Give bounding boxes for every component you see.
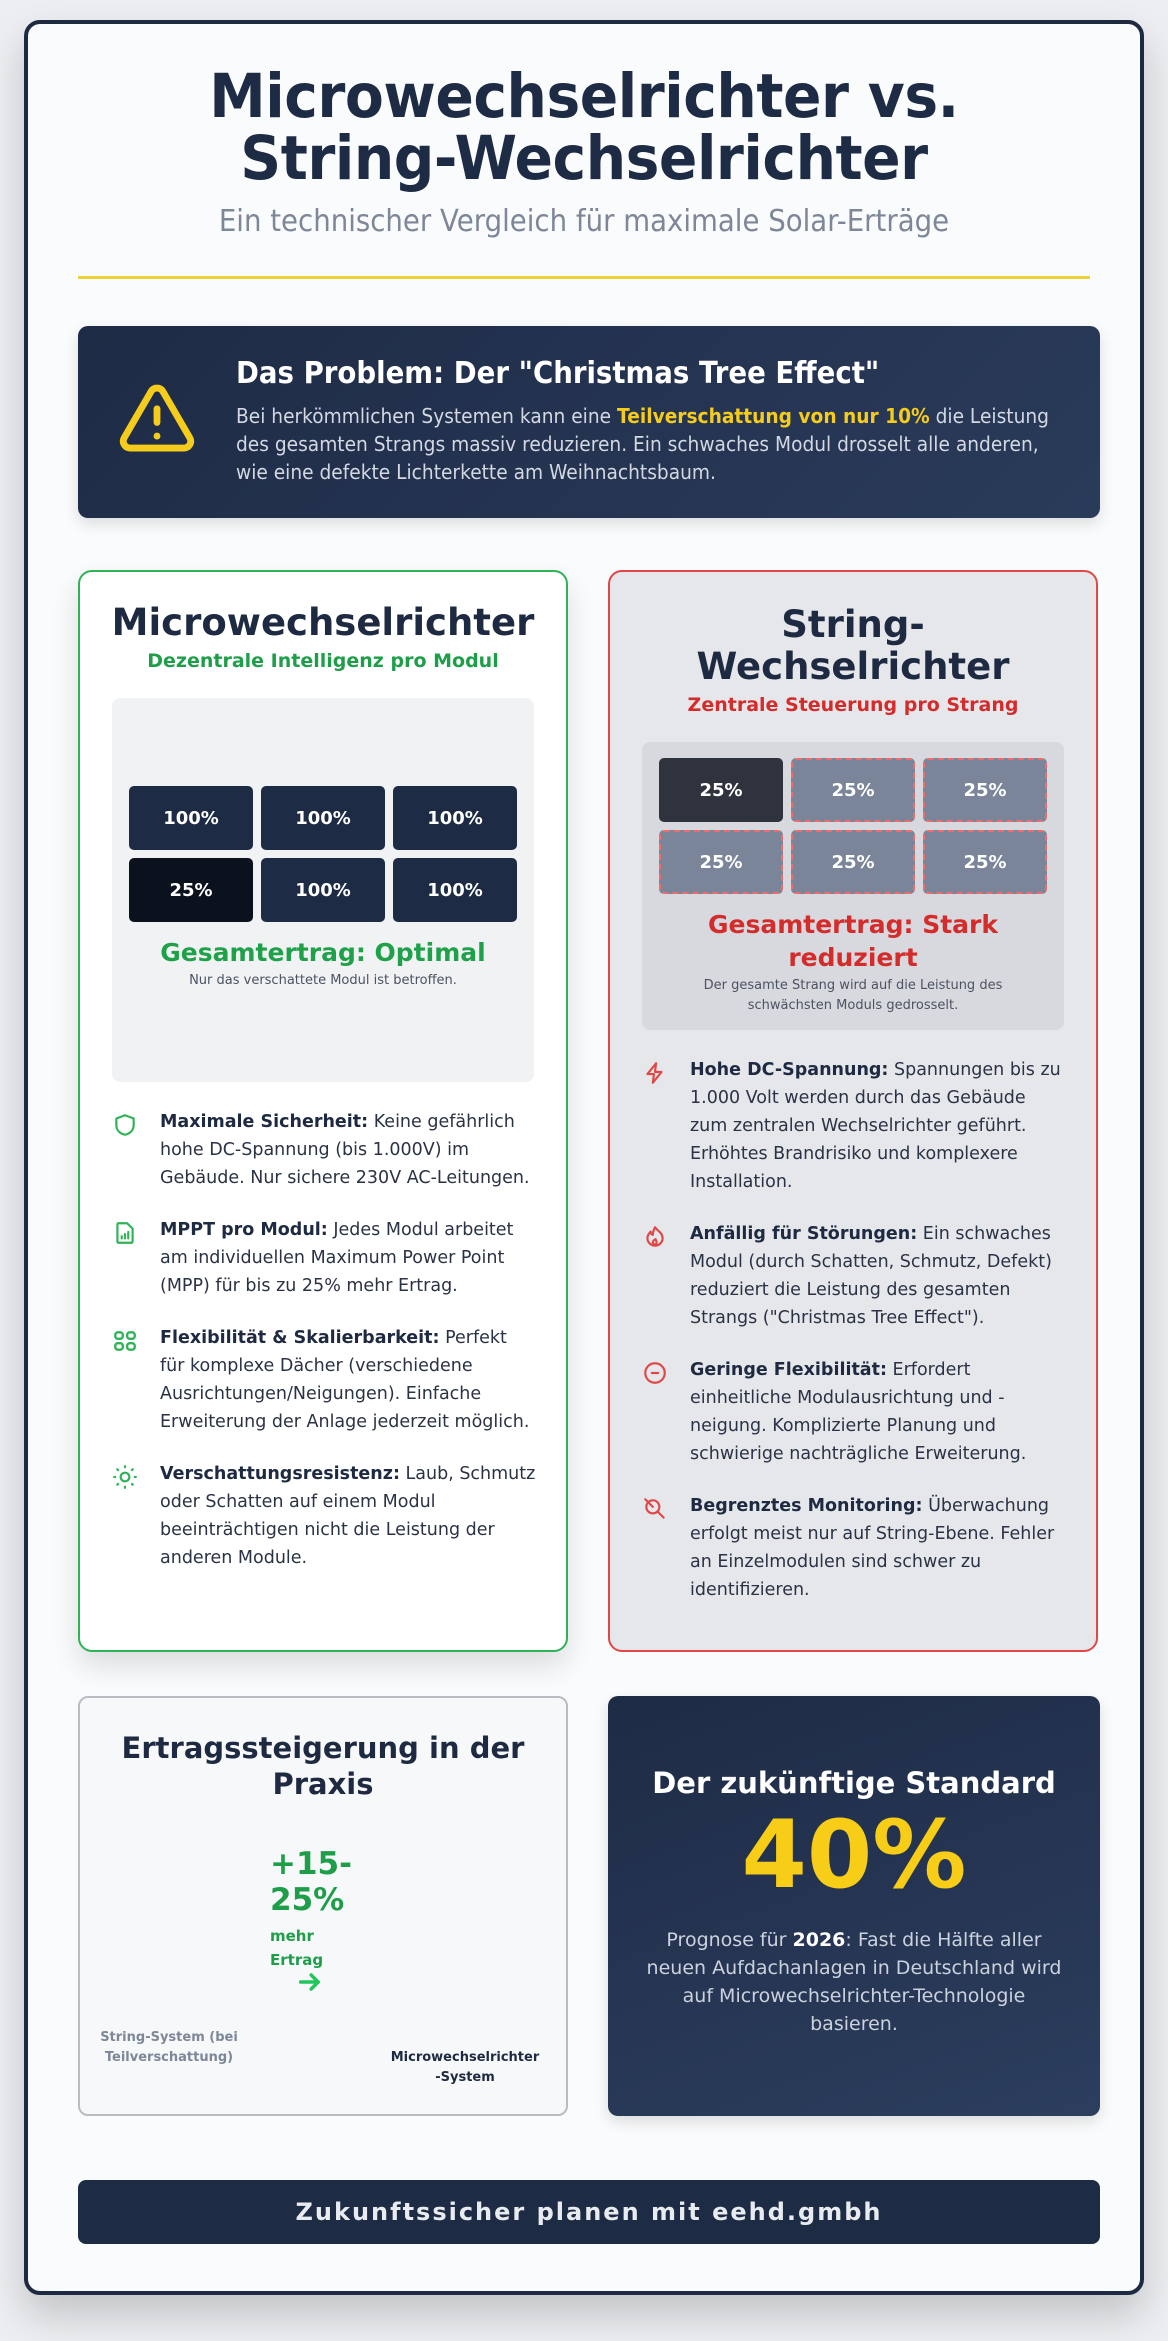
feature-item: Maximale Sicherheit: Keine gefährlich hohe DC-Spannung (bis 1.000V) im Gebäude. Nur sichere 230V AC-Leitungen.	[112, 1108, 536, 1192]
future-text: Prognose für 2026: Fast die Hälfte aller neuen Aufdachanlagen in Deutschland wird auf Microwechselrichter-Technologie basieren.	[646, 1929, 1062, 2035]
feature-item: Verschattungsresistenz: Laub, Schmutz oder Schatten auf einem Modul beeinträchtigen nicht die Leistung der anderen Module.	[112, 1460, 536, 1572]
micro-result: Gesamtertrag: Optimal	[160, 938, 486, 967]
module-cell: 100%	[261, 858, 385, 922]
yield-increase-card	[78, 1696, 568, 2116]
infographic-card	[24, 20, 1144, 2295]
string-inverter-card	[608, 570, 1098, 1652]
feature-item: Hohe DC-Spannung: Spannungen bis zu 1.000 Volt werden durch das Gebäude zum zentralen Wechselrichter geführt. Erhöhtes Brandrisiko und komplexere Installation.	[642, 1056, 1066, 1196]
micro-note: Nur das verschattete Modul ist betroffen.	[189, 973, 457, 988]
problem-highlight: Teilverschattung von nur 10%	[616, 404, 930, 428]
yield-value: +15-25%	[270, 1846, 352, 1918]
module-cell: 100%	[261, 786, 385, 850]
module-cell: 25%	[791, 758, 915, 822]
string-title: String- Wechselrichter	[696, 603, 1010, 688]
micro-title: Microwechselrichter	[111, 601, 535, 644]
grid-icon	[112, 1328, 138, 1354]
problem-banner	[78, 326, 1100, 518]
problem-text: Bei herkömmlichen Systemen kann eine Teilverschattung von nur 10% die Leistung des gesamten Strangs massiv reduzieren. Ein schwaches Modul drosselt alle anderen, wie eine defekte Lichterkette am Weihnachtsbaum.	[236, 404, 1049, 484]
header-divider	[78, 276, 1090, 279]
feature-item: Anfällig für Störungen: Ein schwaches Modul (durch Schatten, Schmutz, Defekt) reduziert die Leistung des gesamten Strangs ("Christmas Tree Effect").	[642, 1220, 1066, 1332]
module-cell: 100%	[393, 858, 517, 922]
module-cell: 25%	[791, 830, 915, 894]
module-cell: 100%	[393, 786, 517, 850]
future-title: Der zukünftige Standard	[652, 1766, 1056, 1800]
page-title	[67, 61, 1101, 194]
string-feature-list	[642, 1056, 1066, 1604]
title-line-1: Microwechselrichter vs.	[209, 61, 959, 132]
page-subtitle: Ein technischer Vergleich für maximale Solar-Erträge	[218, 204, 950, 239]
yield-value-label: mehr Ertrag	[270, 1927, 324, 1969]
cta-banner[interactable]: Zukunftssicher planen mit eehd.gmbh	[78, 2180, 1100, 2244]
module-cell: 100%	[129, 786, 253, 850]
warning-triangle-icon	[116, 378, 198, 460]
micro-feature-list	[112, 1108, 536, 1572]
module-cell: 25%	[923, 758, 1047, 822]
arrow-right-icon	[296, 1968, 324, 1996]
sun-icon	[112, 1464, 138, 1490]
future-percent: 40%	[741, 1801, 967, 1910]
minus-circle-icon	[642, 1360, 668, 1386]
module-cell: 25%	[923, 830, 1047, 894]
header	[28, 61, 1140, 239]
feature-item: Geringe Flexibilität: Erfordert einheitliche Modulausrichtung und -neigung. Komplizierte Planung und schwierige nachträgliche Erweiterung.	[642, 1356, 1066, 1468]
string-module-diagram	[642, 742, 1064, 1030]
string-system-label: String-System (bei Teilverschattung)	[100, 2030, 238, 2065]
micro-subtitle: Dezentrale Intelligenz pro Modul	[147, 650, 499, 672]
shield-icon	[112, 1112, 138, 1138]
micro-system-label: Microwechselrichter -System	[390, 2050, 540, 2085]
module-cell-shaded: 25%	[659, 758, 783, 822]
string-subtitle: Zentrale Steuerung pro Strang	[687, 694, 1019, 716]
micro-inverter-card	[78, 570, 568, 1652]
micro-module-diagram	[112, 698, 534, 1082]
flame-icon	[642, 1224, 668, 1250]
problem-title: Das Problem: Der "Christmas Tree Effect"	[236, 356, 880, 391]
feature-item: Flexibilität & Skalierbarkeit: Perfekt für komplexe Dächer (verschiedene Ausrichtungen/Neigungen). Einfache Erweiterung der Anlage jederzeit möglich.	[112, 1324, 536, 1436]
lightning-icon	[642, 1060, 668, 1086]
string-note: Der gesamte Strang wird auf die Leistung des schwächsten Moduls gedrosselt.	[703, 978, 1003, 1013]
search-off-icon	[642, 1496, 668, 1522]
file-chart-icon	[112, 1220, 138, 1246]
module-cell-shaded: 25%	[129, 858, 253, 922]
string-result: Gesamtertrag: Stark reduziert	[707, 910, 999, 972]
future-standard-card	[608, 1696, 1100, 2116]
feature-item: MPPT pro Modul: Jedes Modul arbeitet am individuellen Maximum Power Point (MPP) für bis zu 25% mehr Ertrag.	[112, 1216, 536, 1300]
yield-title: Ertragssteigerung in der Praxis	[121, 1731, 525, 1801]
feature-item: Begrenztes Monitoring: Überwachung erfolgt meist nur auf String-Ebene. Fehler an Einzelmodulen sind schwer zu identifizieren.	[642, 1492, 1066, 1604]
module-cell: 25%	[659, 830, 783, 894]
title-line-2: String-Wechselrichter	[240, 123, 928, 194]
